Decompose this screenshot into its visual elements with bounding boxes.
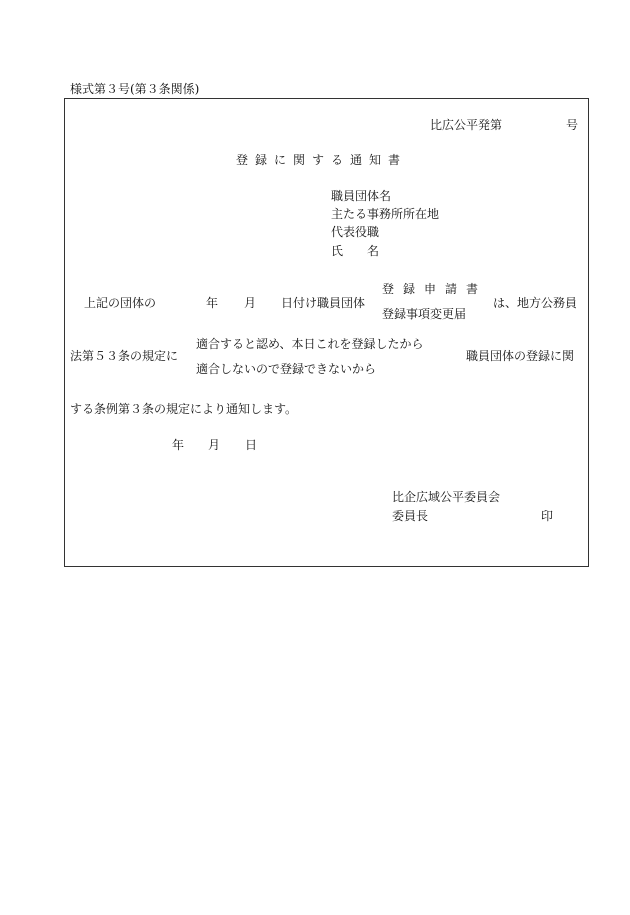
choice-change-notification: 登録事項変更届 [382,307,467,321]
document-title: 登録に関する通知書 [236,153,408,167]
issuer-title: 委員長 [392,509,429,523]
field-name: 氏 名 [331,244,380,258]
doc-number-prefix: 比広公平発第 [430,118,503,132]
field-organization-name: 職員団体名 [331,189,392,203]
notice-document-frame [64,98,589,567]
body-year: 年 [206,296,219,310]
seal-mark: 印 [541,509,554,523]
date-year: 年 [172,438,185,452]
date-month: 月 [208,438,221,452]
form-label: 様式第３号(第３条関係) [70,82,200,96]
issuer-organization: 比企広域公平委員会 [392,490,501,504]
body-month: 月 [244,296,257,310]
body-line2-end: 職員団体の登録に関 [466,349,575,363]
body-line1-start: 上記の団体の [84,296,157,310]
field-representative-title: 代表役職 [331,225,380,239]
body-line3: する条例第３条の規定により通知します。 [70,402,298,416]
choice-not-conforms: 適合しないので登録できないから [196,362,377,376]
doc-number-suffix: 号 [566,118,579,132]
body-line1-end: は、地方公務員 [493,296,578,310]
date-day: 日 [245,438,258,452]
body-dated-org: 日付け職員団体 [281,296,366,310]
choice-registration-application: 登録申請書 [382,282,488,296]
choice-conforms: 適合すると認め、本日これを登録したから [196,337,424,351]
body-line2-start: 法第５３条の規定に [70,349,179,363]
field-office-address: 主たる事務所所在地 [331,207,440,221]
